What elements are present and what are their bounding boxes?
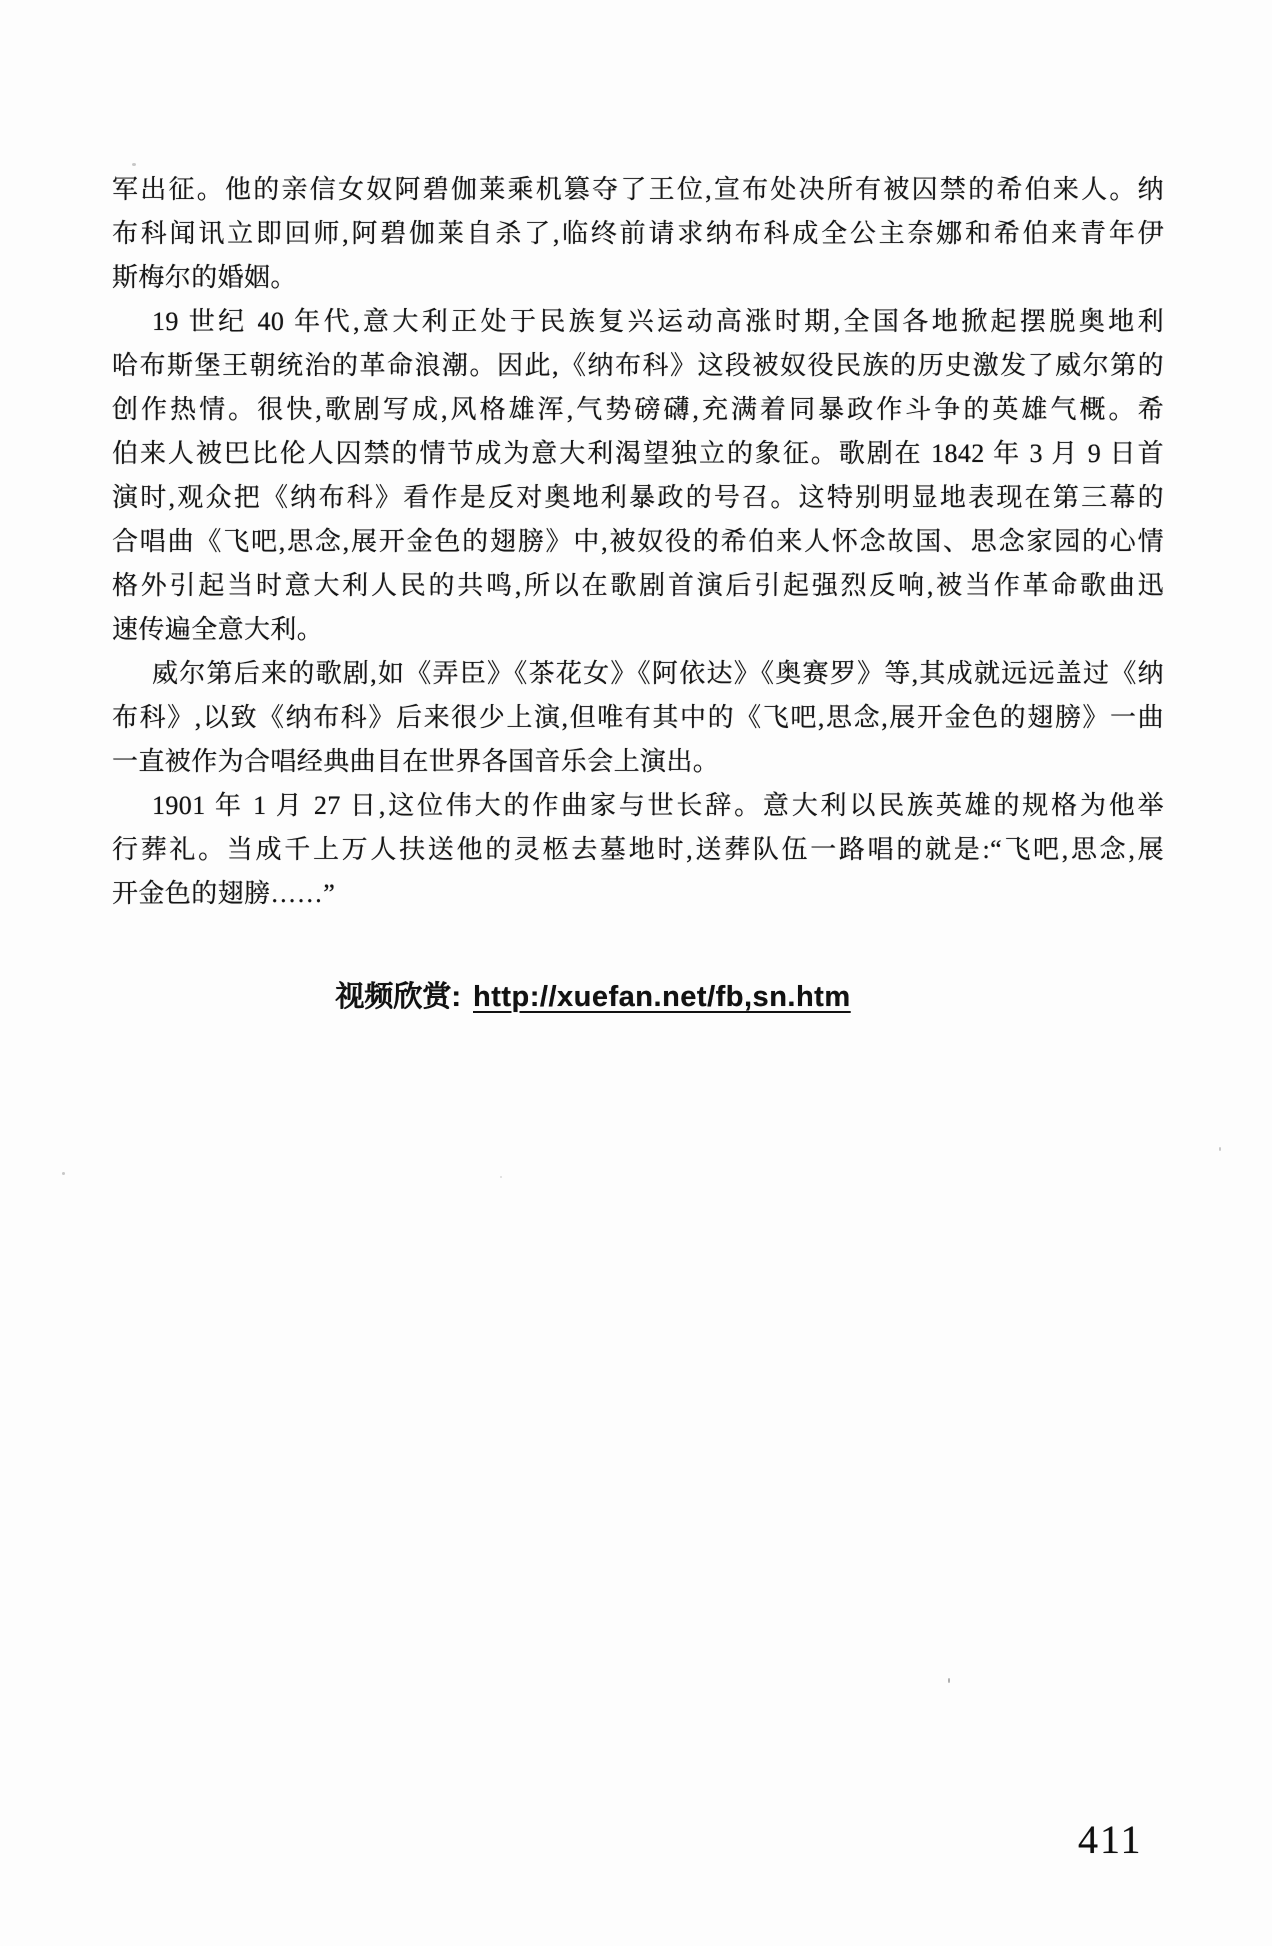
- text-line: 演时,观众把《纳布科》看作是反对奥地利暴政的号召。这特别明显地表现在第三幕的: [112, 483, 1164, 512]
- video-url-link[interactable]: http://xuefan.net/fb,sn.htm: [473, 981, 851, 1013]
- video-label: 视频欣赏:: [335, 981, 462, 1013]
- text-line: 伯来人被巴比伦人囚禁的情节成为意大利渴望独立的象征。歌剧在 1842 年 3 月 9 日首: [112, 439, 1164, 468]
- text-line: 速传遍全意大利。: [112, 615, 324, 644]
- text-line: 哈布斯堡王朝统治的革命浪潮。因此,《纳布科》这段被奴役民族的历史激发了威尔第的: [112, 351, 1164, 380]
- text-line: 1901 年 1 月 27 日,这位伟大的作曲家与世长辞。意大利以民族英雄的规格为他举: [152, 791, 1164, 820]
- page-number: 411: [1078, 1817, 1143, 1862]
- text-line: 行葬礼。当成千上万人扶送他的灵柩去墓地时,送葬队伍一路唱的就是:“飞吧,思念,展: [112, 835, 1164, 864]
- scan-speck: [948, 1678, 950, 1683]
- body-text: [112, 168, 1164, 916]
- text-line: 布科》,以致《纳布科》后来很少上演,但唯有其中的《飞吧,思念,展开金色的翅膀》一曲: [112, 703, 1164, 732]
- scan-speck: [1219, 1147, 1221, 1151]
- text-line: 开金色的翅膀……”: [112, 879, 336, 908]
- text-line: 布科闻讯立即回师,阿碧伽莱自杀了,临终前请求纳布科成全公主奈娜和希伯来青年伊: [112, 219, 1164, 248]
- scan-speck: [500, 1176, 502, 1178]
- text-line: 一直被作为合唱经典曲目在世界各国音乐会上演出。: [112, 747, 720, 776]
- text-line: 威尔第后来的歌剧,如《弄臣》《茶花女》《阿依达》《奥赛罗》等,其成就远远盖过《纳: [152, 659, 1164, 688]
- video-link-line: [0, 974, 1186, 1015]
- scan-speck: [132, 163, 136, 166]
- text-line: 格外引起当时意大利人民的共鸣,所以在歌剧首演后引起强烈反响,被当作革命歌曲迅: [112, 571, 1164, 600]
- text-line: 创作热情。很快,歌剧写成,风格雄浑,气势磅礴,充满着同暴政作斗争的英雄气概。希: [112, 395, 1164, 424]
- text-line: 军出征。他的亲信女奴阿碧伽莱乘机篡夺了王位,宣布处决所有被囚禁的希伯来人。纳: [112, 175, 1164, 204]
- text-line: 合唱曲《飞吧,思念,展开金色的翅膀》中,被奴役的希伯来人怀念故国、思念家园的心情: [112, 527, 1164, 556]
- text-line: 19 世纪 40 年代,意大利正处于民族复兴运动高涨时期,全国各地掀起摆脱奥地利: [152, 307, 1164, 336]
- scan-speck: [62, 1172, 65, 1175]
- text-line: 斯梅尔的婚姻。: [112, 263, 297, 292]
